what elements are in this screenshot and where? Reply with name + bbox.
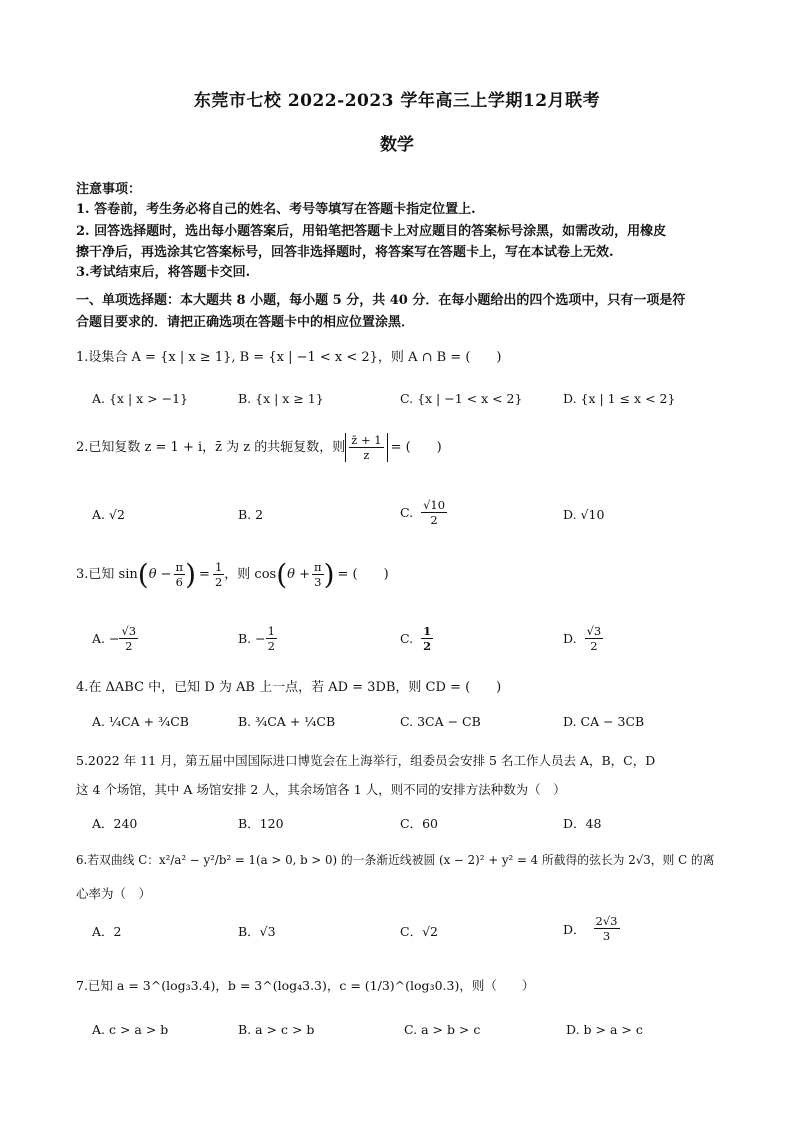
question-6-option-c: C．√2 bbox=[400, 924, 438, 939]
exam-subject: 数学 bbox=[380, 135, 414, 155]
question-2-option-c-num: √10 bbox=[423, 498, 446, 512]
question-3-option-a-fraction bbox=[119, 624, 138, 653]
question-4-stem: 4.在 ΔABC 中，已知 D 为 AB 上一点，若 AD = 3DB，则 CD = ( ) bbox=[76, 680, 502, 695]
question-3-option-b-label: B. − bbox=[238, 631, 266, 646]
question-6-option-d-fraction bbox=[594, 914, 620, 943]
question-4-option-b: B. ¾CA + ¼CB bbox=[238, 714, 336, 729]
question-1-stem: 1.设集合 A = {x | x ≥ 1}, B = {x | −1 < x < 2}，则 A ∩ B = ( ) bbox=[76, 350, 502, 365]
question-3-paren-close-1: ) bbox=[185, 557, 197, 591]
question-6-option-a: A．2 bbox=[92, 924, 122, 939]
question-3-option-c-label: C. bbox=[400, 631, 414, 646]
question-2-option-c-label: C. bbox=[400, 505, 414, 520]
question-3-option-b-num: 1 bbox=[267, 624, 275, 638]
question-3-mid: ，则 cos bbox=[224, 566, 277, 582]
question-2-stem-post: = ( ) bbox=[390, 439, 442, 455]
question-3-option-a-num: √3 bbox=[121, 624, 137, 638]
question-6-option-d-den: 3 bbox=[602, 929, 611, 943]
question-7-stem: 7.已知 a = 3^(log₃3.4)，b = 3^(log₄3.3)，c = (1/3)^(log₃0.3)，则（ ） bbox=[76, 978, 535, 993]
question-2-option-b: B. 2 bbox=[238, 507, 264, 522]
question-2-option-c-den: 2 bbox=[430, 513, 438, 527]
question-3-option-c-fraction bbox=[421, 624, 433, 653]
question-3-option-b-den: 2 bbox=[267, 639, 275, 653]
note-item-1: 1. 答卷前，考生务必将自己的姓名、考号等填写在答题卡指定位置上. bbox=[76, 202, 476, 217]
question-3-equals: = bbox=[199, 566, 210, 582]
question-7-option-a: A. c > a > b bbox=[92, 1022, 169, 1037]
question-1-option-b: B. {x | x ≥ 1} bbox=[238, 391, 324, 406]
question-5-line2: 这 4 个场馆，其中 A 场馆安排 2 人，其余场馆各 1 人，则不同的安排方法种数为（ ） bbox=[76, 782, 566, 797]
question-3-option-a-den: 2 bbox=[125, 639, 133, 653]
question-3-option-a-label: A. − bbox=[92, 631, 120, 646]
question-3-frac-3-num: π bbox=[314, 560, 322, 574]
question-3-frac-3-den: 3 bbox=[314, 575, 322, 589]
question-3-expr-2: θ + bbox=[287, 566, 310, 582]
question-2-stem-pre: 2.已知复数 z = 1 + i，z̄ 为 z 的共轭复数，则 bbox=[76, 439, 346, 455]
question-4-option-c: C. 3CA − CB bbox=[400, 714, 481, 729]
question-5-option-d: D．48 bbox=[563, 816, 602, 831]
question-2-option-a: A. √2 bbox=[92, 507, 125, 522]
question-4-option-d: D. CA − 3CB bbox=[563, 714, 645, 729]
question-3-option-b-fraction bbox=[266, 624, 277, 653]
question-2-fraction bbox=[349, 433, 383, 462]
question-6-option-d bbox=[563, 914, 620, 943]
question-2-option-c bbox=[400, 498, 447, 527]
question-3-frac-1-den: 6 bbox=[175, 575, 183, 589]
question-7-option-d: D. b > a > c bbox=[566, 1022, 643, 1037]
question-5-option-a: A．240 bbox=[92, 816, 138, 831]
question-6-line2: 心率为（ ） bbox=[76, 886, 152, 901]
question-3-expr-1: θ − bbox=[148, 566, 172, 582]
exam-title: 东莞市七校 2022-2023 学年高三上学期12月联考 bbox=[193, 91, 601, 111]
question-7-option-b: B. a > c > b bbox=[238, 1022, 315, 1037]
question-1-option-c: C. {x | −1 < x < 2} bbox=[400, 391, 523, 406]
question-5-option-c: C．60 bbox=[400, 816, 438, 831]
question-2-frac-num: z̄ + 1 bbox=[351, 433, 382, 447]
notes-heading: 注意事项： bbox=[76, 182, 142, 197]
question-3-frac-1 bbox=[174, 560, 186, 589]
question-2-option-d: D. √10 bbox=[563, 507, 605, 522]
question-3-paren-open-2: ( bbox=[276, 557, 288, 591]
question-3-frac-1-num: π bbox=[175, 560, 184, 574]
question-4-option-a: A. ¼CA + ¾CB bbox=[92, 714, 189, 729]
question-3-stem-post: = ( ) bbox=[337, 566, 389, 582]
question-3-option-d bbox=[563, 624, 603, 653]
question-3-frac-2-den: 2 bbox=[214, 575, 223, 589]
question-3-stem-pre: 3.已知 sin bbox=[76, 566, 138, 582]
question-3-paren-open-1: ( bbox=[137, 557, 149, 591]
question-6-option-b: B．√3 bbox=[238, 924, 276, 939]
note-item-2: 2. 回答选择题时，选出每小题答案后，用铅笔把答题卡上对应题目的答案标号涂黑，如需改动，用橡皮 bbox=[76, 224, 667, 239]
question-1-option-d: D. {x | 1 ≤ x < 2} bbox=[563, 391, 676, 406]
question-3-option-a bbox=[92, 624, 138, 653]
section-heading-line2: 合题目要求的．请把正确选项在答题卡中的相应位置涂黑． bbox=[76, 315, 415, 330]
question-6-line1: 6.若双曲线 C：x²/a² − y²/b² = 1(a > 0, b > 0) 的一条渐近线被圆 (x − 2)² + y² = 4 所截得的弦长为 2√3，则 C 的离 bbox=[76, 853, 715, 867]
question-3-paren-close-2: ) bbox=[323, 557, 335, 591]
question-7-option-c: C. a > b > c bbox=[404, 1022, 481, 1037]
question-3-stem bbox=[76, 557, 389, 591]
question-2-frac-den: z bbox=[363, 448, 370, 462]
question-3-option-c-den: 2 bbox=[423, 639, 432, 653]
question-3-option-d-label: D. bbox=[563, 631, 577, 646]
note-item-3: 3.考试结束后，将答题卡交回. bbox=[76, 265, 251, 280]
note-item-2-cont: 擦干净后，再选涂其它答案标号，回答非选择题时，将答案写在答题卡上，写在本试卷上无效. bbox=[76, 245, 614, 260]
question-1-option-a: A. {x | x > −1} bbox=[92, 391, 188, 406]
question-3-option-d-num: √3 bbox=[586, 624, 602, 638]
question-5-line1: 5.2022 年 11 月，第五届中国国际进口博览会在上海举行，组委员会安排 5 名工作人员去 A，B，C，D bbox=[76, 753, 656, 768]
question-6-option-d-num: 2√3 bbox=[595, 914, 618, 928]
question-3-option-c bbox=[400, 624, 433, 653]
question-5-option-b: B．120 bbox=[238, 816, 284, 831]
question-3-frac-2-num: 1 bbox=[214, 560, 223, 574]
question-3-option-b bbox=[238, 624, 277, 653]
question-3-option-d-fraction bbox=[585, 624, 604, 653]
question-3-option-c-num: 1 bbox=[423, 624, 432, 638]
question-3-frac-2 bbox=[213, 560, 224, 589]
question-6-option-d-label: D． bbox=[563, 921, 586, 937]
question-2-stem bbox=[76, 433, 442, 462]
question-2-abs-bars bbox=[345, 433, 387, 462]
question-3-frac-3 bbox=[312, 560, 324, 589]
section-heading-line1: 一、单项选择题：本大题共 8 小题，每小题 5 分，共 40 分．在每小题给出的四个选项中，只有一项是符 bbox=[76, 293, 686, 308]
question-2-option-c-fraction bbox=[421, 498, 447, 527]
question-3-option-d-den: 2 bbox=[590, 639, 598, 653]
